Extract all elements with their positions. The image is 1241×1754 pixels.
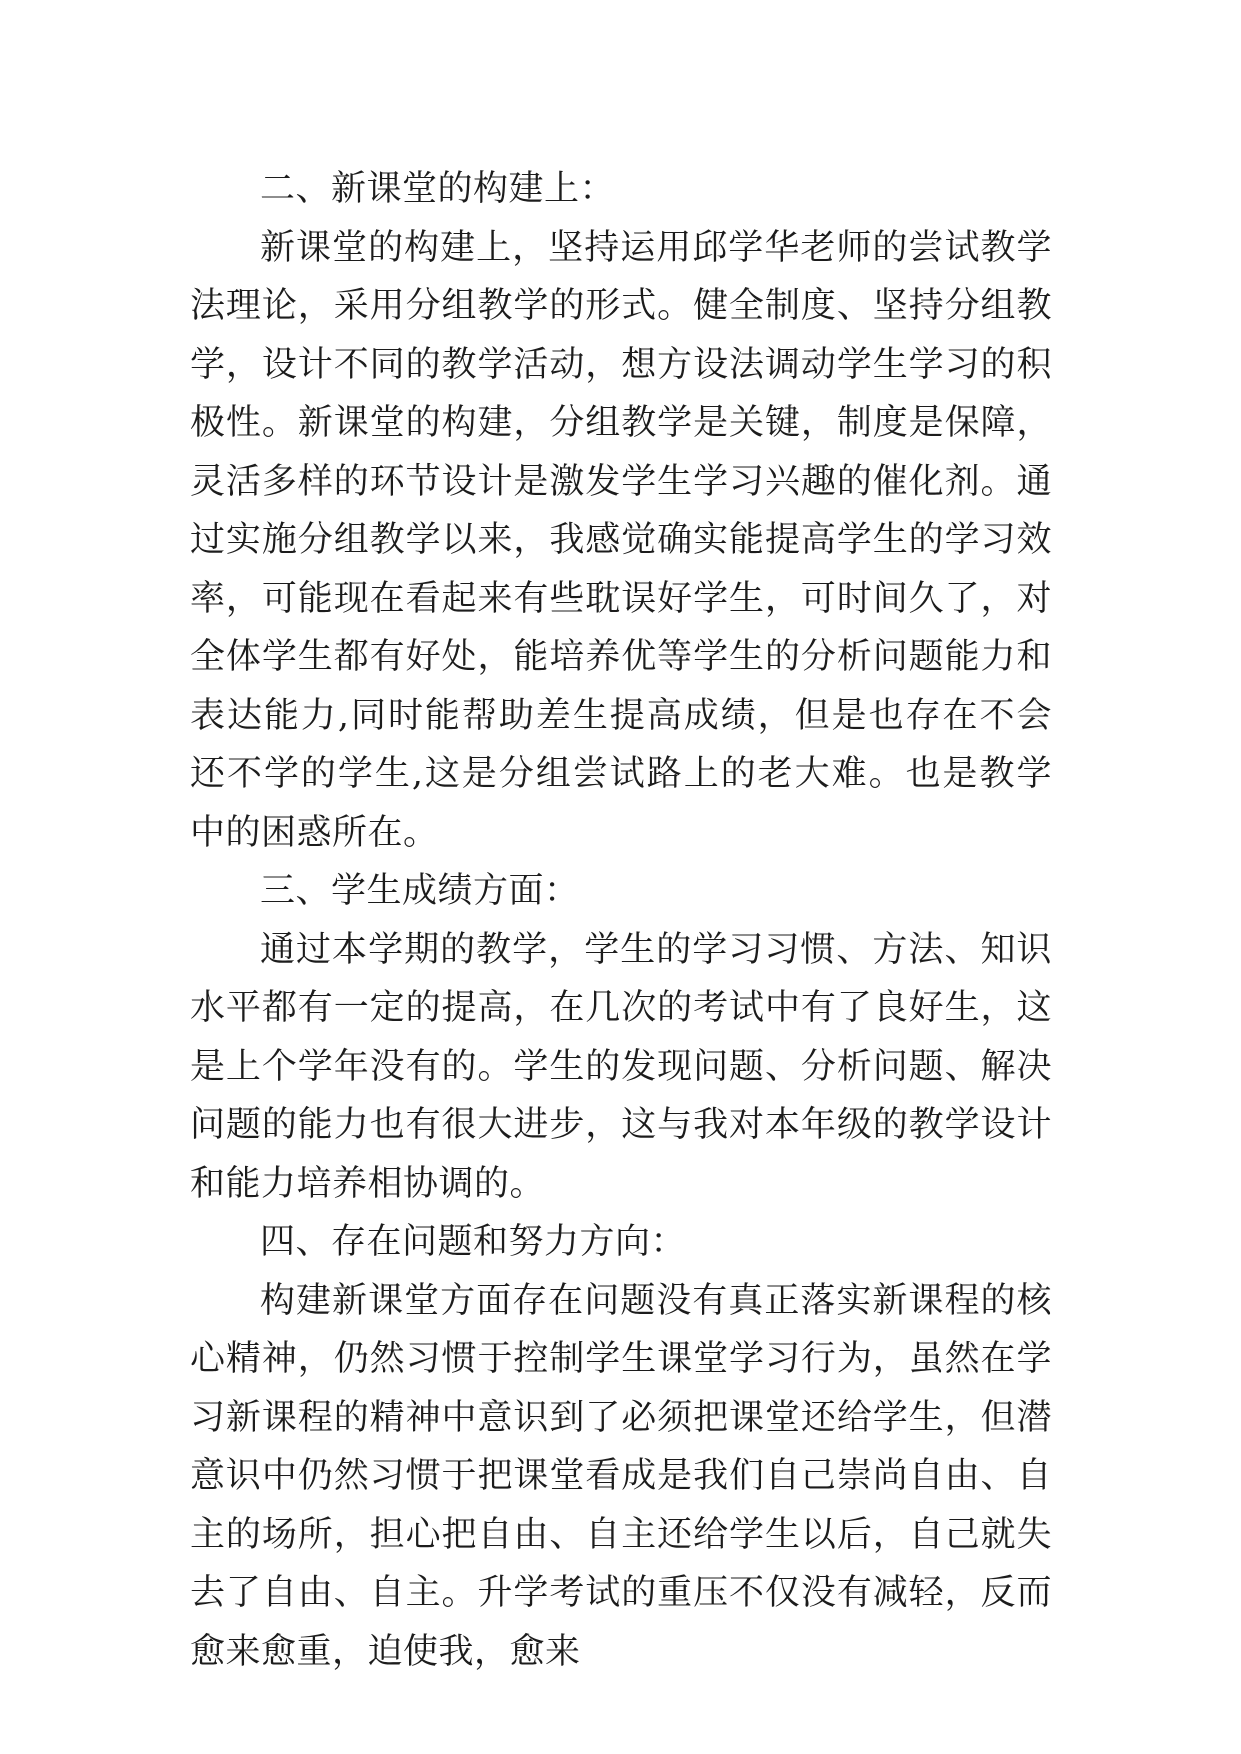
paragraph-problems-direction: 构建新课堂方面存在问题没有真正落实新课程的核心精神，仍然习惯于控制学生课堂学习行为，虽然在学习新课程的精神中意识到了必须把课堂还给学生，但潜意识中仍然习惯于把课堂看成是我们自己崇尚自由、自主的场所，担心把自由、自主还给学生以后，自己就失去了自由、自主。升学考试的重压不仅没有减轻，反而愈来愈重，迫使我，愈来 (190, 1280, 1052, 1672)
section-heading-new-classroom: 二、新课堂的构建上： (260, 169, 616, 209)
paragraph-student-scores: 通过本学期的教学，学生的学习习惯、方法、知识水平都有一定的提高，在几次的考试中有了良好生，这是上个学年没有的。学生的发现问题、分析问题、解决问题的能力也有很大进步，这与我对本年级的教学设计和能力培养相协调的。 (190, 929, 1052, 1204)
section-heading-student-scores: 三、学生成绩方面： (260, 871, 580, 911)
paragraph-new-classroom: 新课堂的构建上，坚持运用邱学华老师的尝试教学法理论，采用分组教学的形式。健全制度、坚持分组教学，设计不同的教学活动，想方设法调动学生学习的积极性。新课堂的构建，分组教学是关键，制度是保障，灵活多样的环节设计是激发学生学习兴趣的催化剂。通过实施分组教学以来，我感觉确实能提高学生的学习效率，可能现在看起来有些耽误好学生，可时间久了，对全体学生都有好处，能培养优等学生的分析问题能力和表达能力,同时能帮助差生提高成绩，但是也存在不会还不学的学生,这是分组尝试路上的老大难。也是教学中的困惑所在。 (190, 227, 1052, 853)
document-body (190, 160, 1052, 1681)
section-heading-problems-direction: 四、存在问题和努力方向： (260, 1222, 687, 1262)
